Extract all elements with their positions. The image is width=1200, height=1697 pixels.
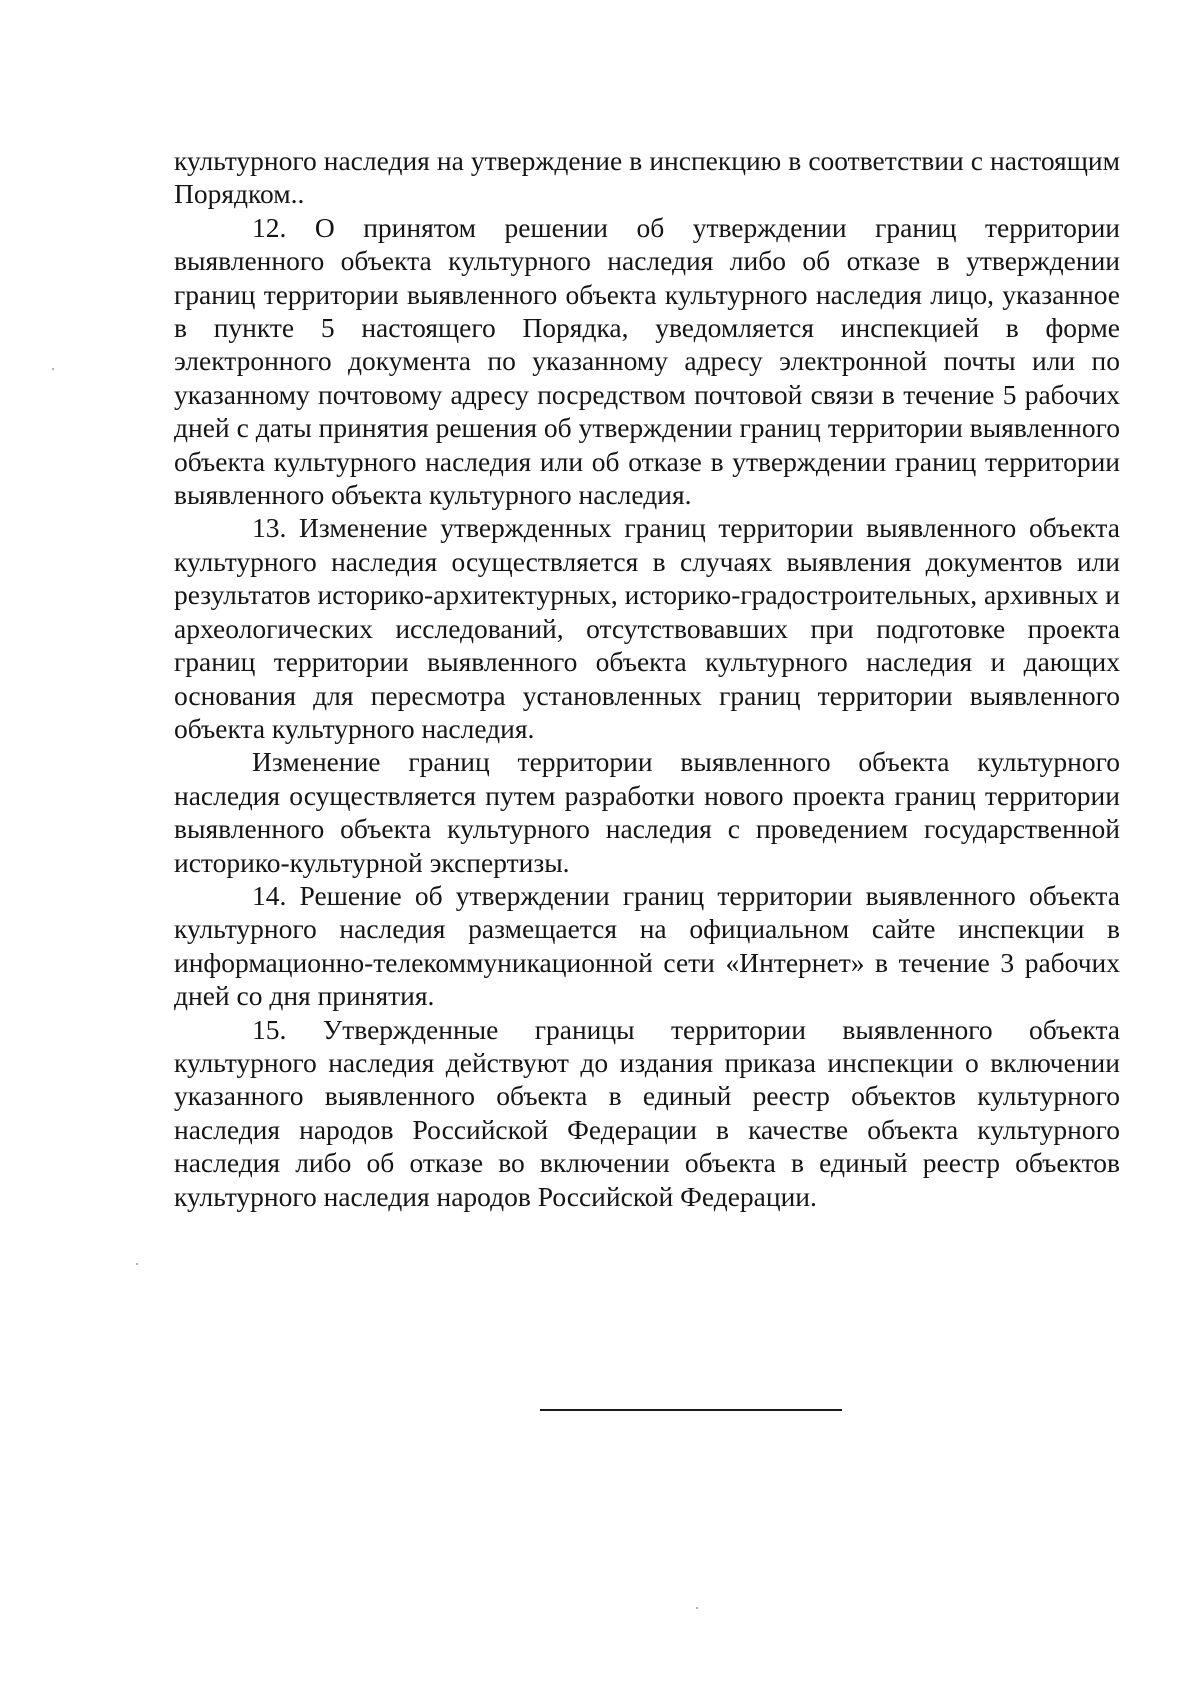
document-body — [174, 144, 1120, 1213]
end-of-document-rule — [540, 1409, 842, 1411]
scan-speck — [696, 1607, 698, 1609]
scan-speck — [52, 368, 54, 370]
paragraph-item-13-continued: Изменение границ территории выявленного объекта культурного наследия осуществляется путем разработки нового проекта границ территории выявленного объекта культурного наследия с проведением государственной историко-культурной экспертизы. — [174, 746, 1120, 878]
paragraph-item-12: 12. О принятом решении об утверждении границ территории выявленного объекта культурного наследия либо об отказе в утверждении границ территории выявленного объекта культурного наследия лицо, указанное в пункте 5 настоящего Порядка, уведомляется инспекцией в форме электронного документа по указанному адресу электронной почты или по указанному почтовому адресу посредством почтовой связи в течение 5 рабочих дней с даты принятия решения об утверждении границ территории выявленного объекта культурного наследия или об отказе в утверждении границ территории выявленного объекта культурного наследия. — [174, 211, 1120, 511]
paragraph-item-14: 14. Решение об утверждении границ территории выявленного объекта культурного наследия размещается на официальном сайте инспекции в информационно-телекоммуникационной сети «Интернет» в течение 3 рабочих дней со дня принятия. — [174, 879, 1120, 1012]
paragraph-item-15: 15. Утвержденные границы территории выявленного объекта культурного наследия действуют до издания приказа инспекции о включении указанного выявленного объекта в единый реестр объектов культурного наследия народов Российской Федерации в качестве объекта культурного наследия либо об отказе во включении объекта в единый реестр объектов культурного наследия народов Российской Федерации. — [174, 1013, 1120, 1212]
paragraph-continuation: культурного наследия на утверждение в инспекцию в соответствии с настоящим Порядком.. — [174, 145, 1120, 210]
scan-speck — [136, 1263, 138, 1265]
paragraph-item-13: 13. Изменение утвержденных границ территории выявленного объекта культурного наследия осуществляется в случаях выявления документов или результатов историко-архитектурных, историко-градостроительных, архивных и археологических исследований, отсутствовавших при подготовке проекта границ территории выявленного объекта культурного наследия и дающих основания для пересмотра установленных границ территории выявленного объекта культурного наследия. — [174, 512, 1120, 744]
